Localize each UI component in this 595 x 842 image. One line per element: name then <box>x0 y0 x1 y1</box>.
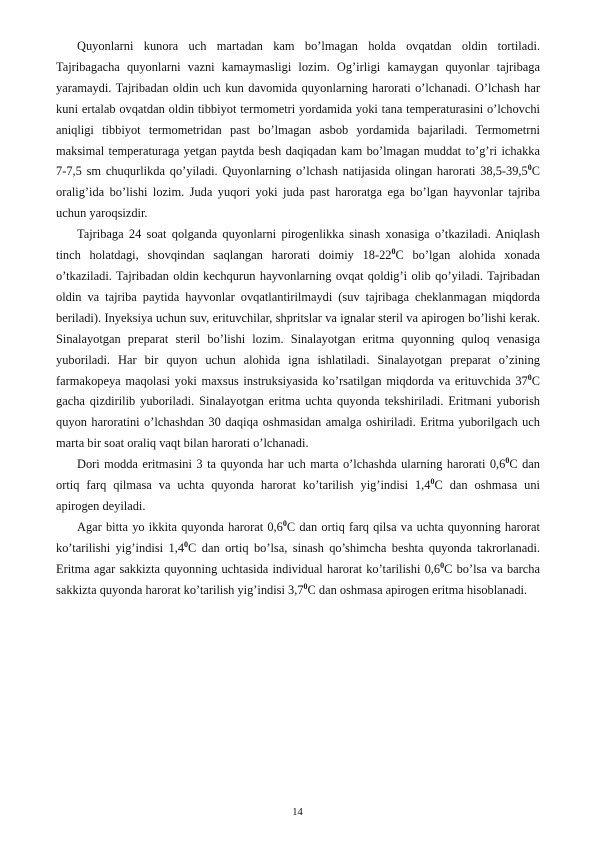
paragraph-weighing-and-temperature: Quyonlarni kunora uch martadan kam bo’lmagan holda ovqatdan oldin tortiladi. Tajribagacha quyonlarni vazni kamaymasligi lozim. Og’irligi kamaygan quyonlar tajribaga yaramaydi. Tajribadan oldin uch kun davomida quyonlarning harorati o’lchanadi. O’lchash har kuni ertalab ovqatdan oldin tibbiyot termometri yordamida yoki tana temperaturasini o’lchovchi aniqligi tibbiyot termometridan past bo’lmagan asbob yordamida bajariladi. Termometrni maksimal temperaturaga yetgan paytda besh daqiqadan kam bo’lmagan muddat to’g’ri ichakka 7-7,5 sm chuqurlikda qo’yiladi. Quyonlarning o’lchash natijasida olingan harorati 38,5-39,5$^0$C oralig’ida bo’lishi lozim. Juda yuqori yoki juda past haroratga ega bo’lgan hayvonlar tajriba uchun yaroqsizdir. <box>56 39 540 221</box>
document-body <box>56 36 540 600</box>
paragraph-apyrogenic-criteria: Dori modda eritmasini 3 ta quyonda har uch marta o’lchashda ularning harorati $0,6^0C$ dan ortiq farq qilmasa va uchta quyonda harorat ko’tarilish yig’indisi $1,4^0C$ dan oshmasa uni apirogen deyiladi. <box>56 456 540 513</box>
paragraph-test-procedure: Tajribaga 24 soat qolganda quyonlarni pirogenlikka sinash xonasiga o’tkaziladi. Aniqlash tinch holatdagi, shovqindan saqlangan harorati doimiy $18-22^0C$ bo’lgan alohida xonada o’tkaziladi. Tajribadan oldin kechqurun hayvonlarning ovqat qoldig’i olib qo’yiladi. Tajribadan oldin va tajriba paytida hayvonlar ovqatlantirilmaydi (suv tajribaga cheklanmagan miqdorda beriladi). Inyeksiya uchun suv, erituvchilar, shpritslar va ignalar steril va apirogen bo’lishi kerak. Sinalayotgan preparat steril bo’lishi lozim. Sinalayotgan eritma quyonning quloq venasiga yuboriladi. Har bir quyon uchun alohida igna ishlatiladi. Sinalayotgan preparat o’zining farmakopeya maqolasi yoki maxsus instruksiyasida ko’rsatilgan miqdorda va erituvchida $37^0C$ gacha qizdirilib yuboriladi. Sinalayotgan eritma uchta quyonda tekshiriladi. Eritmani yuborish quyon haroratini o’lchashdan 30 daqiqa oshmasidan amalga oshiriladi. Eritma yuborilgach uch marta bir soat oraliq vaqt bilan harorati o’lchanadi. <box>56 227 540 451</box>
page-number: 14 <box>292 807 303 818</box>
paragraph-repeat-test: Agar bitta yo ikkita quyonda harorat $0,6^0C$ dan ortiq farq qilsa va uchta quyonning harorat ko’tarilishi yig’indisi $1,4^0C$ dan ortiq bo’lsa, sinash qo’shimcha beshta quyonda takrorlanadi. Eritma agar sakkizta quyonning uchtasida individual harorat ko’tarilishi $0,6^0C$ bo’lsa va barcha sakkizta quyonda harorat ko’tarilish yig’indisi $3,7^0C$ dan oshmasa apirogen eritma hisoblanadi. <box>56 518 540 597</box>
